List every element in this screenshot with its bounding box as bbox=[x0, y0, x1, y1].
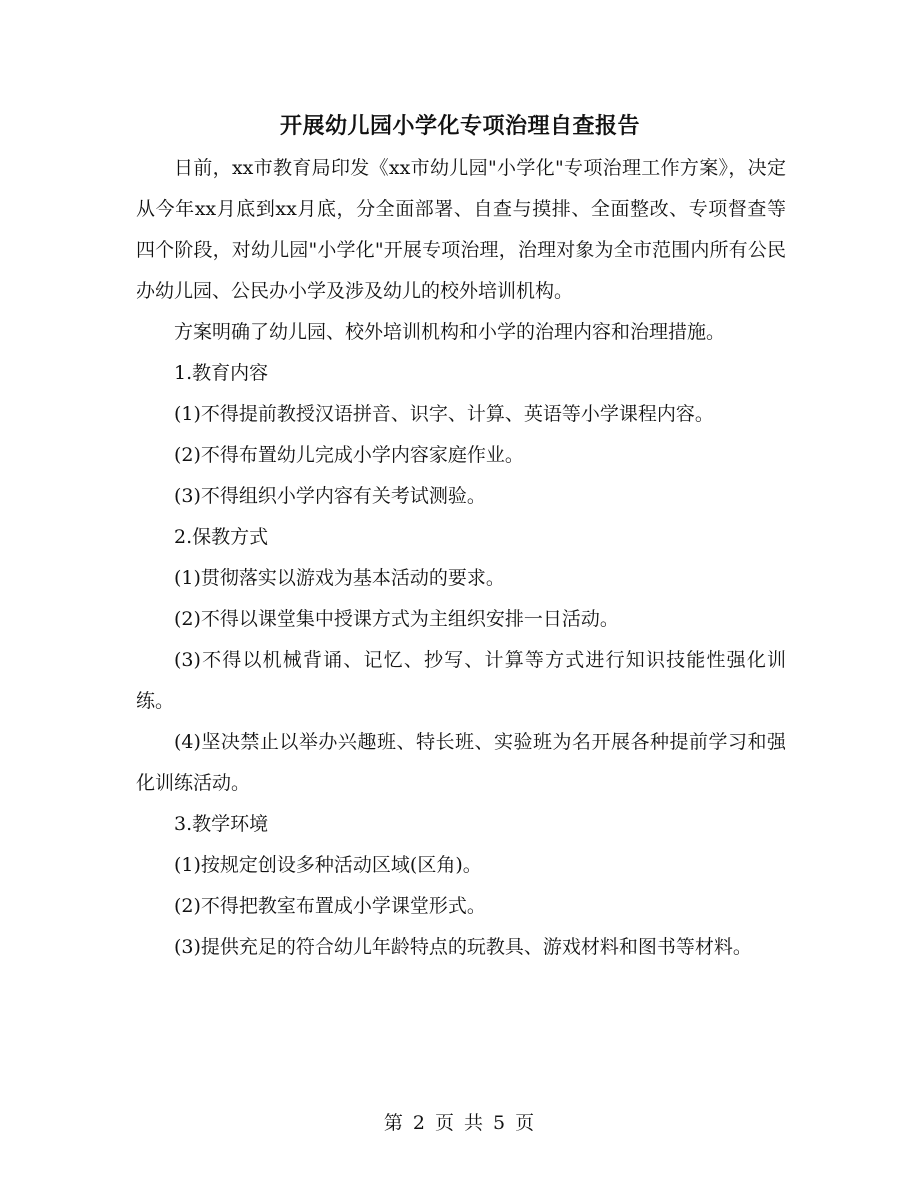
list-item: (1)按规定创设多种活动区域(区角)。 bbox=[174, 854, 482, 876]
list-item: (2)不得把教室布置成小学课堂形式。 bbox=[174, 895, 486, 917]
document-title: 开展幼儿园小学化专项治理自查报告 bbox=[279, 113, 640, 139]
section-heading: 3.教学环境 bbox=[174, 813, 269, 835]
section-heading: 1.教育内容 bbox=[174, 362, 269, 384]
section-heading: 2.保教方式 bbox=[174, 526, 269, 548]
list-item: (3)提供充足的符合幼儿年龄特点的玩教具、游戏材料和图书等材料。 bbox=[174, 936, 752, 958]
list-item: (1)贯彻落实以游戏为基本活动的要求。 bbox=[174, 567, 505, 589]
document-body bbox=[136, 148, 786, 968]
list-item: (3)不得以机械背诵、记忆、抄写、计算等方式进行知识技能性强化训练。 bbox=[136, 649, 786, 712]
list-item: (1)不得提前教授汉语拼音、识字、计算、英语等小学课程内容。 bbox=[174, 403, 714, 425]
list-item: (4)坚决禁止以举办兴趣班、特长班、实验班为名开展各种提前学习和强化训练活动。 bbox=[136, 731, 786, 794]
list-item: (2)不得布置幼儿完成小学内容家庭作业。 bbox=[174, 444, 524, 466]
list-item: (2)不得以课堂集中授课方式为主组织安排一日活动。 bbox=[174, 608, 619, 630]
page-number-footer: 第 2 页 共 5 页 bbox=[383, 1112, 537, 1134]
paragraph: 日前，xx市教育局印发《xx市幼儿园"小学化"专项治理工作方案》，决定从今年xx月底到xx月底，分全面部署、自查与摸排、全面整改、专项督查等四个阶段，对幼儿园"小学化"开展专项治理，治理对象为全市范围内所有公民办幼儿园、公民办小学及涉及幼儿的校外培训机构。 bbox=[136, 157, 786, 302]
list-item: (3)不得组织小学内容有关考试测验。 bbox=[174, 485, 486, 507]
paragraph: 方案明确了幼儿园、校外培训机构和小学的治理内容和治理措施。 bbox=[174, 321, 726, 343]
